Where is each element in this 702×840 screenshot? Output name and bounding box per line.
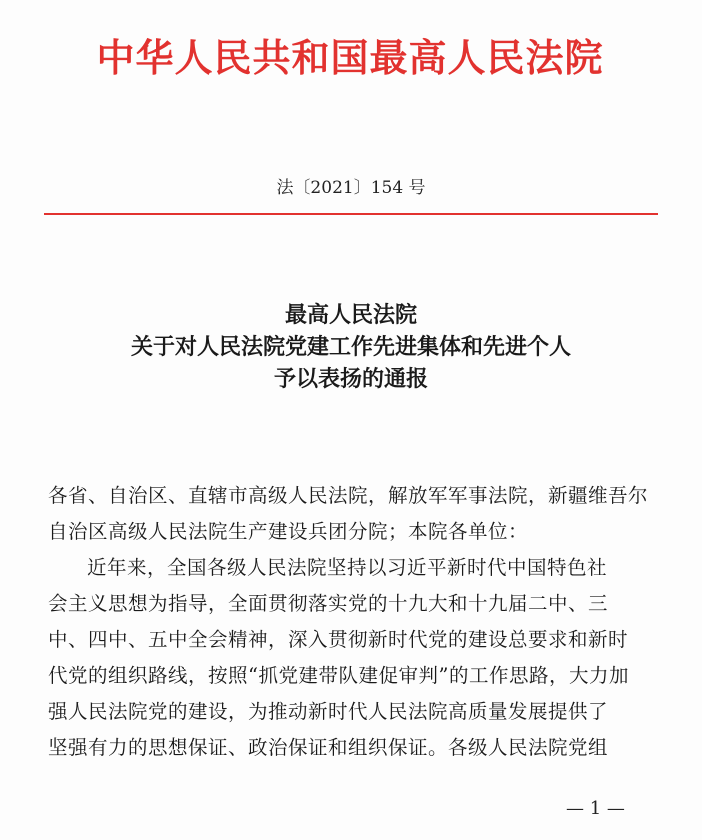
body-line: 会主义思想为指导，全面贯彻落实党的十九大和十九届二中、三 [48, 592, 609, 615]
body-line: 强人民法院党的建设，为推动新时代人民法院高质量发展提供了 [48, 700, 609, 723]
red-divider-line [44, 213, 658, 215]
body-line-addressee-1: 各省、自治区、直辖市高级人民法院，解放军军事法院，新疆维吾尔 [48, 484, 649, 507]
title-line-1: 最高人民法院 [284, 303, 417, 328]
title-line-3: 予以表扬的通报 [273, 367, 428, 392]
title-line-2: 关于对人民法院党建工作先进集体和先进个人 [130, 335, 571, 360]
page-number: — 1 — [566, 798, 625, 819]
document-title [0, 300, 702, 396]
body-line: 中、四中、五中全会精神，深入贯彻新时代党的建设总要求和新时 [48, 628, 629, 651]
body-line-paragraph-start: 近年来，全国各级人民法院坚持以习近平新时代中国特色社 [87, 556, 608, 579]
issuer-header: 中华人民共和国最高人民法院 [96, 35, 604, 80]
body-line: 坚强有力的思想保证、政治保证和组织保证。各级人民法院党组 [48, 736, 609, 759]
document-body [48, 478, 662, 766]
body-line: 代党的组织路线，按照“抓党建带队建促审判”的工作思路，大力加 [48, 664, 629, 687]
document-number: 法〔2021〕154 号 [276, 178, 426, 198]
body-line-addressee-2: 自治区高级人民法院生产建设兵团分院；本院各单位： [48, 520, 529, 543]
